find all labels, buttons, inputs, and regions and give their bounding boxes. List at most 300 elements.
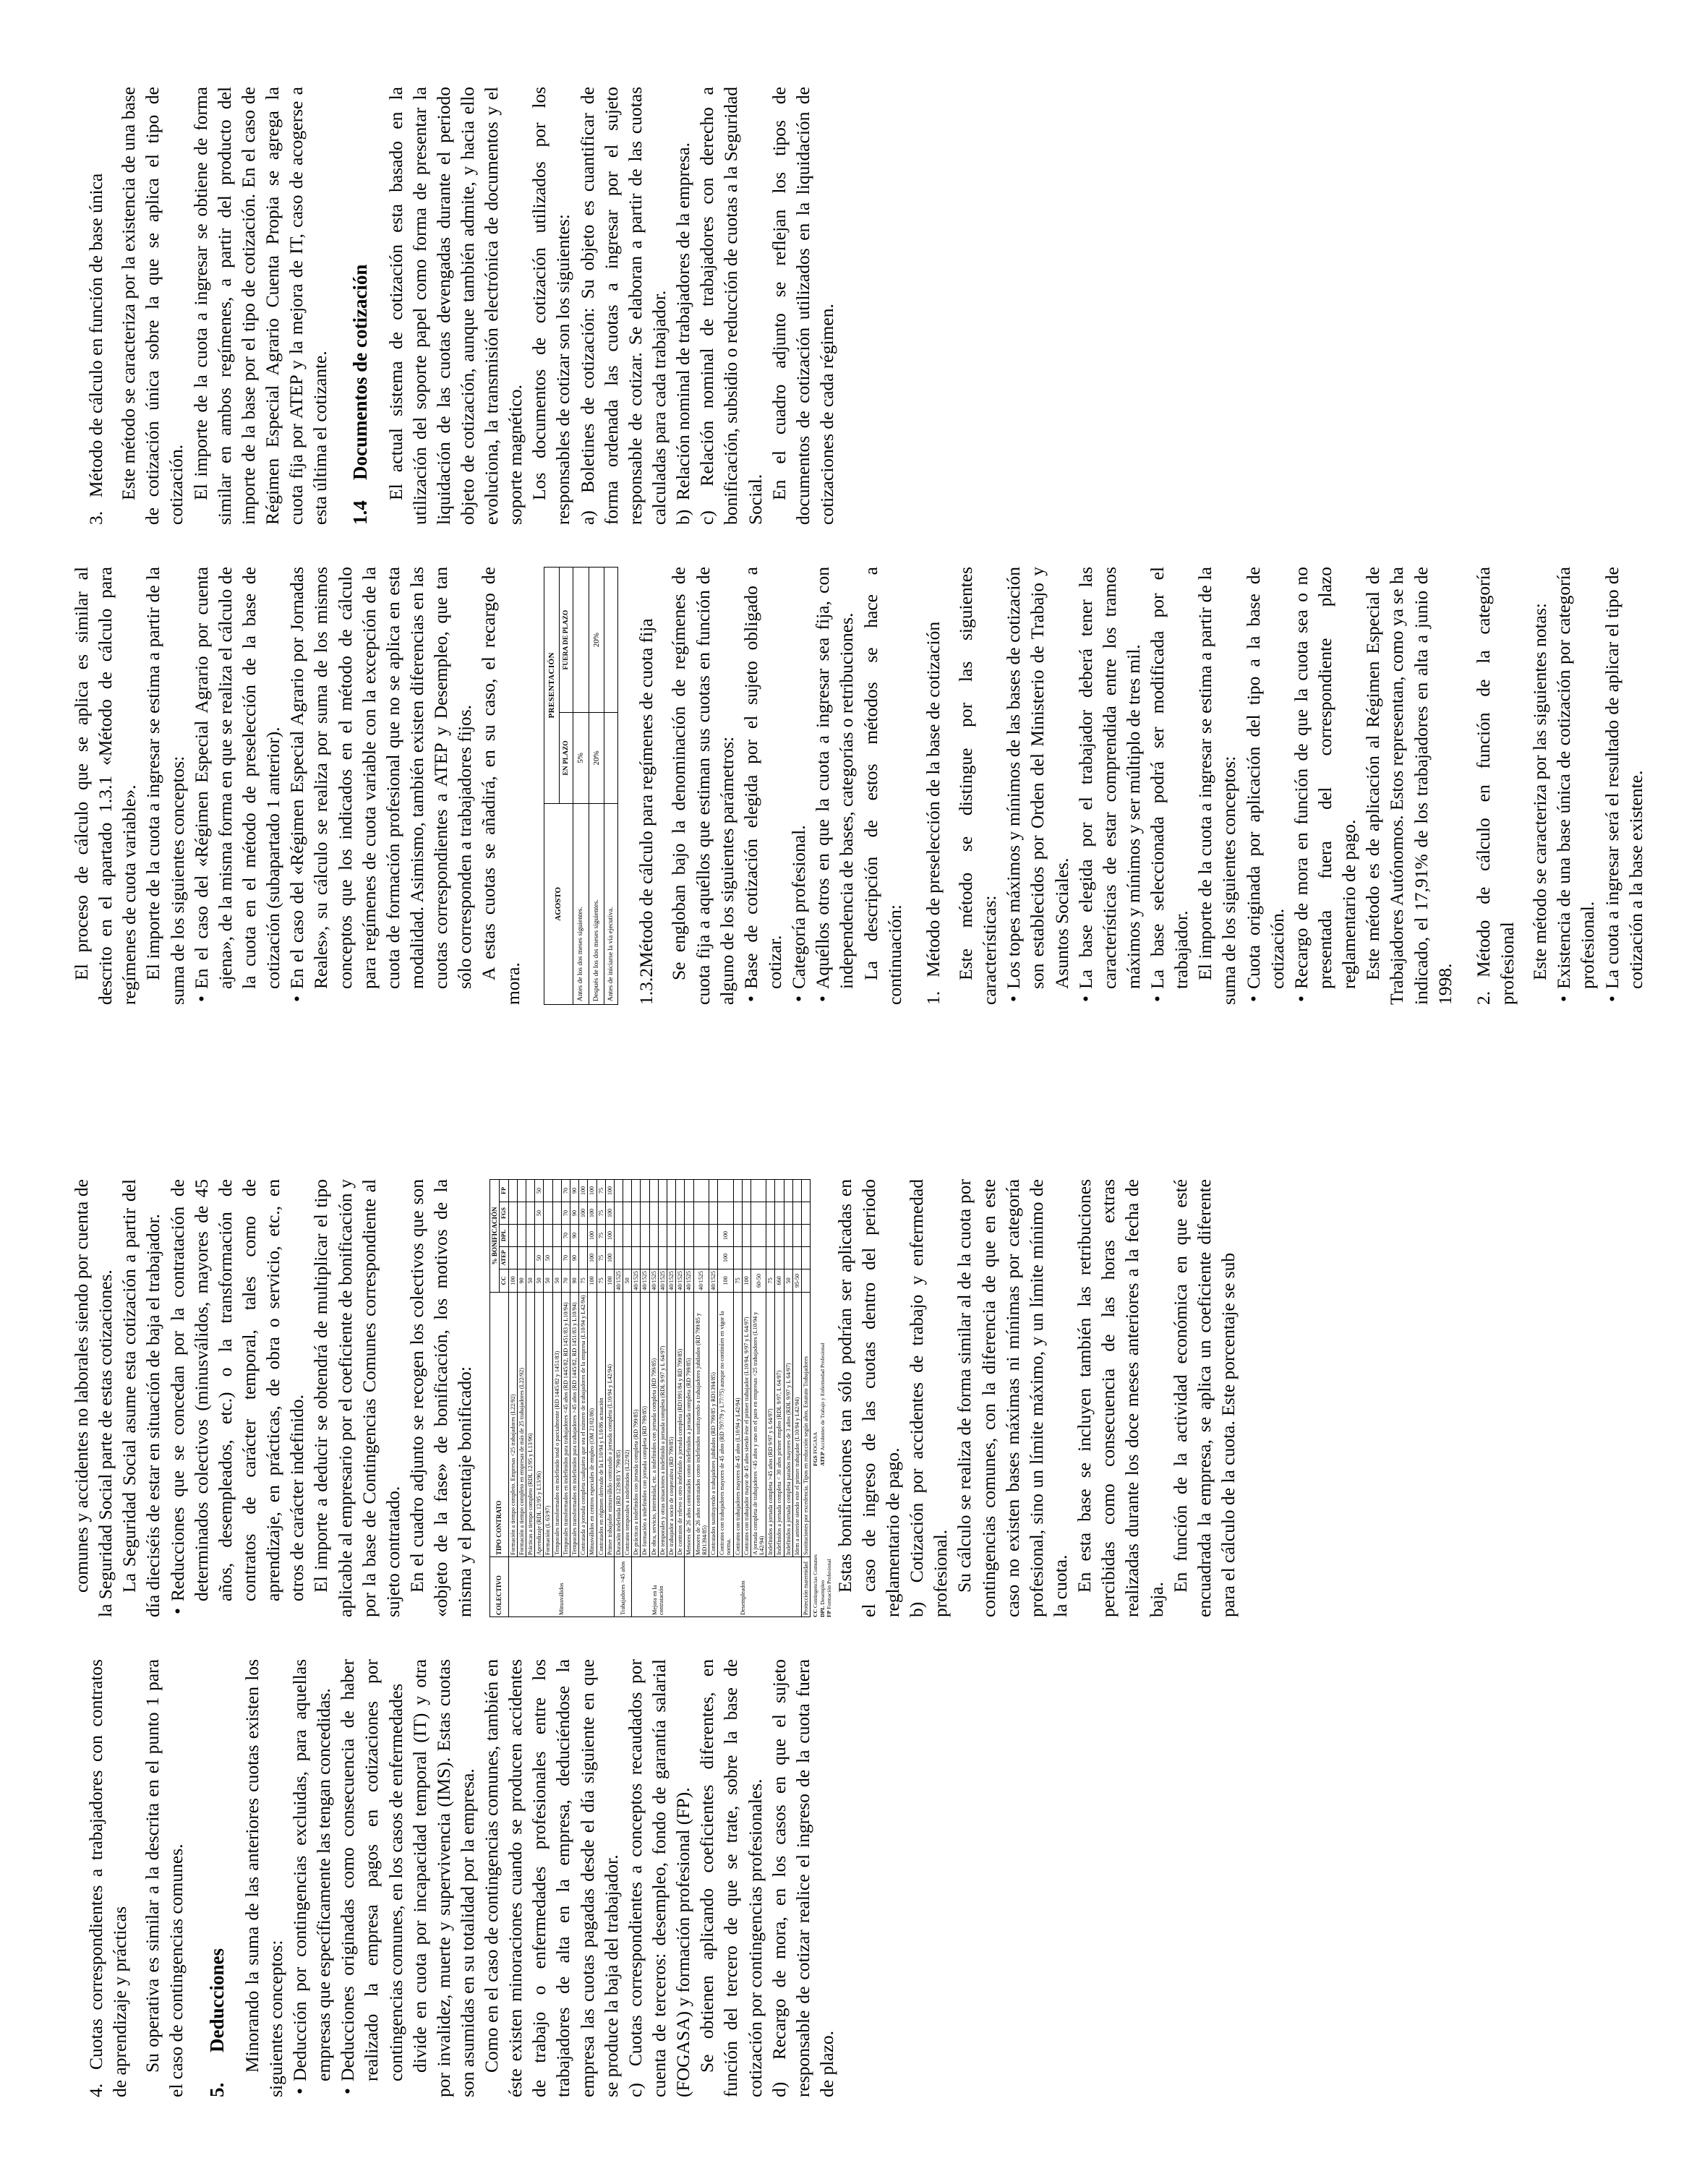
cell-fp <box>544 1180 552 1202</box>
cell-fgs: 70 <box>561 1202 570 1225</box>
cell-dpl: 70 <box>561 1225 570 1247</box>
cell-atep <box>709 1247 717 1269</box>
cell-fgs: 100 <box>579 1202 588 1225</box>
table-row <box>667 1180 676 1617</box>
section-title: Documentos de cotización <box>349 264 372 480</box>
cell-fgs <box>517 1202 526 1225</box>
body-paragraph: Como en el caso de contingencias comunes, también en éste existen minoraciones cuando se producen accidentes de trabajo o enfermedades profesionales entre los trabajadores de alta en la empresa, deduciéndose la empresa las cuotas pagadas desde el día siguiente en que se produce la baja del trabajador. <box>481 1659 622 2097</box>
cell-cc: 75 <box>766 1269 775 1293</box>
cell-fgs <box>658 1202 667 1225</box>
header-atep: ATEP <box>500 1247 508 1269</box>
numbered-heading <box>84 87 108 525</box>
cell-dpl <box>649 1225 658 1247</box>
section-number: 1.4 <box>349 500 372 525</box>
cell-tipo-contrato: Temporales transformados en indefinidos para trabajadores <45 años (RD 1445/82, RD 1451/83 y L10/94) <box>561 1292 570 1556</box>
cell-tipo-contrato: Primer trabajador minusválido contratado a jornada completa (L10/94 y L42/94) <box>605 1292 614 1556</box>
cell-atep: 100 <box>588 1247 597 1269</box>
cell-dpl: 75 <box>597 1225 605 1247</box>
cell-fgs <box>641 1202 649 1225</box>
cell-dpl <box>742 1225 751 1247</box>
cell-fgs <box>784 1202 792 1225</box>
cell-tipo-contrato: Formación a tiempo completo. Empresas <25 trabajadores (L22/92) <box>508 1292 517 1556</box>
body-paragraph: La descripción de estos métodos se hace a continuación: <box>860 567 905 1005</box>
item-number: 2. <box>1472 990 1494 1005</box>
cell-fgs: 75 <box>597 1202 605 1225</box>
body-paragraph: El actual sistema de cotización esta basado en la utilización del soporte papel como forma de presentar la liquidación de las cuotas devengadas durante el periodo objeto de cotización, aunque también admite, y hacia ello evoluciona, la transmisión electrónica de documentos y el soporte magnético. <box>385 87 526 525</box>
list-letter: d) <box>768 2060 790 2097</box>
bullet-paragraph: • Categoría profesional. <box>787 567 811 1005</box>
table-row <box>766 1180 775 1617</box>
recargo-cell: 5% <box>573 713 589 804</box>
recargo-cell <box>604 713 617 804</box>
cell-cc <box>802 1269 811 1293</box>
header-porcentaje-bonificacion: % BONIFICACIÓN <box>490 1180 500 1293</box>
table-row <box>709 1180 717 1617</box>
bullet-paragraph: • En el caso del «Régimen Especial Agrario por Jornadas Reales», su cálculo se realiza por suma de los mismos conceptos que los indicados en el método de cálculo para regímenes de cuota variable con la excepción de la cuota de formación profesional que no se aplica en esta modalidad. Asimismo, también existen diferencias en las cuotas correspondientes a ATEP y Desempleo, que tan sólo corresponden a trabajadores fijos. <box>285 567 476 1005</box>
cell-tipo-contrato: A jornada completa de trabajadores <45 años y uno en el paro en empresas <25 trabajadores (L10/94 y L42/94) <box>751 1292 766 1556</box>
cell-cc: 40/1525 <box>709 1269 717 1293</box>
bullet-paragraph: • Deducciones originadas como consecuencia de haber realizado la empresa pagos en cotizaciones por contingencias comunes, en los casos de enfermedades <box>335 1659 407 2097</box>
table-row <box>775 1180 784 1617</box>
cell-tipo-contrato: Contratos con trabajador mayor de 45 años siendo éste el primer trabajador (L10/94, 9/97 y L 64/97) <box>742 1292 751 1556</box>
header-tipo-contrato: TIPO CONTRATO <box>490 1292 508 1556</box>
table-row <box>544 1180 552 1617</box>
recargo-group-header: PRESENTACIÓN <box>544 568 559 804</box>
cell-tipo-contrato: De contratos de relevo u otro indefinido a jornada completa (RD1991/84 y RD 799/85) <box>676 1292 685 1556</box>
table-row <box>535 1180 544 1617</box>
cell-fgs <box>751 1202 766 1225</box>
lettered-paragraph <box>695 87 766 525</box>
recargo-row-label: Antes de iniciarse la vía ejecutiva. <box>604 803 617 1004</box>
cell-colectivo: Minusválidos <box>508 1557 614 1617</box>
header-dpl: DPL <box>500 1225 508 1247</box>
list-text: Relación nominal de trabajadores con derecho a bonificación, subsidio o reducción de cuotas a la Seguridad Social. <box>696 87 766 525</box>
cell-atep <box>632 1247 641 1269</box>
cell-tipo-contrato: Contratos con trabajadores mayores de 45 años (RD 797/79 y L77/75) aunque no continúen en vigor la norma. <box>718 1292 733 1556</box>
cell-fgs <box>623 1202 632 1225</box>
column-left-1 <box>69 1659 1620 2097</box>
numbered-heading <box>921 567 945 1005</box>
cell-fp: 50 <box>535 1180 544 1202</box>
cell-cc: 100 <box>508 1269 517 1293</box>
cell-dpl <box>623 1225 632 1247</box>
table-row <box>552 1180 561 1617</box>
cell-atep <box>766 1247 775 1269</box>
table-header-row <box>544 568 559 1005</box>
cell-tipo-contrato: Prácticas a tiempo completo (RDL 12/95 y L13/96) <box>526 1292 535 1556</box>
cell-dpl: 100 <box>718 1225 733 1247</box>
cell-fp: 70 <box>561 1180 570 1202</box>
cell-dpl <box>751 1225 766 1247</box>
cell-cc: 90 <box>570 1269 578 1293</box>
legend-text: Formación Profesional <box>826 1559 833 1611</box>
table-header-row <box>490 1180 500 1617</box>
cell-tipo-contrato: Contratados sustituyendo a trabajadores jubilados (RD 799/85 y RD1394/85) <box>709 1292 717 1556</box>
cell-tipo-contrato: Idem a anterior siendo este el primer trabajador (L10/94 y L42/94) <box>792 1292 801 1556</box>
bullet-paragraph: • Reducciones que se concedan por la contratación de determinados colectivos (minusválidos, mayores de 45 años, desempleados, etc.) o la transformación de contratos de carácter temporal, tales como de aprendizaje, en prácticas, de obra o servicio, etc., en otros de carácter indefinido. <box>166 1179 309 1617</box>
recargo-column-header: FUERA DE PLAZO <box>559 568 573 713</box>
table-row <box>614 1180 623 1617</box>
cell-dpl: 100 <box>605 1225 614 1247</box>
cell-cc: 50 <box>784 1269 792 1293</box>
header-fp: FP <box>500 1180 508 1202</box>
cell-dpl <box>526 1225 535 1247</box>
cell-tipo-contrato: Sustituciones por excedencia. Tipos en reducción según años. Estatuto Trabajadores <box>802 1292 811 1556</box>
cell-tipo-contrato: Temporales transformados en indefinido total o parcialmente (RD 1445/82 y 1451/83) <box>552 1292 561 1556</box>
header-fgs: FGS <box>500 1202 508 1225</box>
cell-fgs <box>766 1202 775 1225</box>
numbered-heading <box>84 1659 132 2097</box>
cell-cc: 100 <box>588 1269 597 1293</box>
cell-dpl <box>784 1225 792 1247</box>
table-row <box>573 568 589 1005</box>
cell-atep <box>641 1247 649 1269</box>
cell-fp: 100 <box>588 1180 597 1202</box>
cell-cc: 40/1525 <box>676 1269 685 1293</box>
cell-fgs <box>552 1202 561 1225</box>
body-paragraph: Este método se caracteriza por las siguientes notas: <box>1529 603 1551 980</box>
cell-cc: 50 <box>544 1269 552 1293</box>
cell-atep: 50 <box>544 1247 552 1269</box>
cell-cc: 100 <box>605 1269 614 1293</box>
cell-atep <box>552 1247 561 1269</box>
cell-atep: 90 <box>570 1247 578 1269</box>
recargo-cell <box>573 568 589 713</box>
cell-fgs <box>775 1202 784 1225</box>
lettered-paragraph <box>767 1659 839 2097</box>
cell-tipo-contrato: Menores de 26 años contratados como indefinidos sustituyendo a trabajadores jubilados (RD 799/85 y RD1394/85) <box>693 1292 709 1556</box>
lettered-paragraph <box>576 87 672 525</box>
legend-text: Desempleo <box>818 1580 826 1606</box>
cell-cc: 40/1525 <box>614 1269 623 1293</box>
cell-dpl <box>508 1225 517 1247</box>
cell-fp <box>718 1180 733 1202</box>
item-number: 1.3.2 <box>636 968 657 1005</box>
body-paragraph: La Seguridad Social asume esta cotización a partir del día dieciséis de estar en situación de baja el trabajador. <box>119 1179 164 1617</box>
cell-dpl <box>676 1225 685 1247</box>
cell-tipo-contrato: Indefinidos a jornada completa parados mayores de 3 años (RDL 9/97 y L 64/97) <box>784 1292 792 1556</box>
numbered-heading <box>1471 567 1519 1005</box>
body-paragraph: El importe a deducir se obtendrá de multiplicar el tipo aplicable al empresario por el coeficiente de bonificación y por la base de Contingencias Comunes correspondiente al sujeto contratado. <box>310 1179 403 1617</box>
cell-tipo-contrato: Contratos con trabajadores mayores de 45 años (L10/94 y L42/94) <box>733 1292 742 1556</box>
cell-fp <box>676 1180 685 1202</box>
section-number: 5. <box>205 2082 228 2097</box>
body-paragraph: comunes y accidentes no laborales siendo por cuenta de la Seguridad Social parte de estas cotizaciones. <box>71 1179 116 1617</box>
bonificaciones-legend <box>812 1179 832 1617</box>
table-row <box>792 1180 801 1617</box>
bullet-paragraph: • La base seleccionada podrá ser modificada por el trabajador. <box>1145 567 1193 1005</box>
cell-dpl <box>733 1225 742 1247</box>
header-colectivo: COLECTIVO <box>490 1557 508 1617</box>
body-paragraph: Este método es de aplicación al Régimen Especial de Trabajadores Autónomos. Estos representan, como ya se ha indicado, el 17,91% de los trabajadores en alta a junio de 1998. <box>1362 567 1455 1005</box>
body-paragraph: El proceso de cálculo que se aplica es similar al descrito en el apartado 1.3.1 «Método de cálculo para regímenes de cuota variable». <box>71 567 140 1005</box>
list-text: Cuotas correspondientes a conceptos recaudados por cuenta de terceros: desempleo, fondo de garantía salarial (FOGASA) y formación profesional (FP). <box>624 1659 694 2097</box>
cell-dpl <box>709 1225 717 1247</box>
bullet-paragraph: • La base elegida por el trabajador deberá tener las características de estar comprendida entre los tramos máximos y mínimos y ser múltiplo de tres mil. <box>1074 567 1145 1005</box>
table-row <box>718 1180 733 1617</box>
table-row <box>742 1180 751 1617</box>
cell-fgs <box>508 1202 517 1225</box>
item-number: 3. <box>85 510 106 525</box>
lettered-paragraph <box>623 1659 695 2097</box>
cell-cc: 75 <box>733 1269 742 1293</box>
section-heading <box>348 87 373 525</box>
cell-atep: 100 <box>605 1247 614 1269</box>
cell-dpl <box>641 1225 649 1247</box>
cell-tipo-contrato: De prácticas a indefinidos con jornada completa (RD 799/85) <box>632 1292 641 1556</box>
cell-fp <box>792 1180 801 1202</box>
cell-dpl <box>579 1225 588 1247</box>
cell-dpl <box>658 1225 667 1247</box>
table-row <box>676 1180 685 1617</box>
cell-atep <box>784 1247 792 1269</box>
cell-atep <box>658 1247 667 1269</box>
cell-atep <box>742 1247 751 1269</box>
cell-fp <box>667 1180 676 1202</box>
legend-abbr: FGS <box>812 1455 819 1466</box>
cell-fp <box>658 1180 667 1202</box>
cell-atep <box>614 1247 623 1269</box>
cell-dpl: 100 <box>588 1225 597 1247</box>
cell-fp <box>751 1180 766 1202</box>
bullet-paragraph: • La cuota a ingresar será el resultado de aplicar el tipo de cotización a la base existente. <box>1600 567 1648 1005</box>
cell-dpl <box>667 1225 676 1247</box>
item-title: Método de cálculo para regímenes de cuota fija <box>636 618 657 968</box>
cell-tipo-contrato: Contratada a jornada completa cualquiera que sea el número de trabajadores de la empresa (L10/94 y L42/94) <box>579 1292 588 1556</box>
cell-cc: 60-50 <box>751 1269 766 1293</box>
body-paragraph: A estas cuotas se añadirá, en su caso, el recargo de mora. <box>478 567 523 1005</box>
cell-atep <box>775 1247 784 1269</box>
recargo-cell <box>604 568 617 713</box>
section-heading <box>205 1659 230 2097</box>
cell-cc: 75 <box>597 1269 605 1293</box>
page-right-columns <box>69 86 1646 1005</box>
table-row <box>570 1180 578 1617</box>
table-row <box>733 1180 742 1617</box>
legend-abbr: DPL <box>818 1606 826 1617</box>
cell-tipo-contrato: Contratos temporales a indefinidos (L22/92) <box>623 1292 632 1556</box>
recargo-cell: 20% <box>589 713 604 804</box>
cell-fp <box>623 1180 632 1202</box>
body-paragraph: En el cuadro adjunto se recogen los colectivos que son «objeto de la fase» de bonificación, los motivos de la misma y el porcentaje bonificado: <box>406 1179 476 1617</box>
cell-tipo-contrato: Formación (L 63/97) <box>544 1292 552 1556</box>
table-row <box>693 1180 709 1617</box>
cell-atep <box>792 1247 801 1269</box>
list-text: Boletines de cotización: Su objeto es cuantificar de forma ordenada las cuotas a ingresar por el sujeto responsable de cotizar. Se elaboran a partir de las cuotas calculadas para cada trabajador. <box>576 86 670 525</box>
cell-cc: 40/1525 <box>632 1269 641 1293</box>
cell-atep <box>733 1247 742 1269</box>
cell-dpl <box>544 1225 552 1247</box>
item-title: Método de cálculo en función de base única <box>85 173 106 497</box>
table-row <box>623 1180 632 1617</box>
cell-tipo-contrato: Menores de 26 años contratados como indefinidos a jornada completa (RD 799/85) <box>685 1292 693 1556</box>
body-paragraph: Este método se caracteriza por la existencia de una base de cotización única sobre la que se aplica el tipo de cotización. <box>118 87 187 525</box>
legend-abbr: CC <box>812 1609 819 1617</box>
recargo-column-header: EN PLAZO <box>559 713 573 804</box>
body-paragraph: En esta base se incluyen también las retribuciones percibidas como consecuencia de las horas extras realizadas durante los doce meses anteriores a la fecha de baja. <box>1074 1179 1167 1617</box>
item-number: 4. <box>85 2083 106 2097</box>
cell-fgs <box>685 1202 693 1225</box>
cell-cc: 75 <box>579 1269 588 1293</box>
cell-fp: 100 <box>605 1180 614 1202</box>
cell-atep <box>685 1247 693 1269</box>
bullet-paragraph: • Los topes máximos y mínimos de las bases de cotización son establecidos por Orden del Ministerio de Trabajo y Asuntos Sociales. <box>1001 567 1073 1005</box>
table-row <box>658 1180 667 1617</box>
recargo-cell: 20% <box>589 568 604 713</box>
cell-dpl: 90 <box>570 1225 578 1247</box>
cell-tipo-contrato: Contratados en régimen derivado de la L10/94 y L10/86 actuación <box>597 1292 605 1556</box>
cell-colectivo: Protección maternidad <box>802 1557 811 1617</box>
cell-fp <box>742 1180 751 1202</box>
column-right-1 <box>69 567 1646 1005</box>
cell-fp <box>709 1180 717 1202</box>
body-paragraph: El importe de la cuota a ingresar se estima a partir de la suma de los siguientes conceptos: <box>142 567 188 1005</box>
numbered-heading <box>634 567 658 1005</box>
cell-fp <box>649 1180 658 1202</box>
cell-colectivo: Trabajadores >45 años <box>614 1557 631 1617</box>
cell-fp <box>784 1180 792 1202</box>
legend-text: Contingencias Comunes <box>812 1554 819 1610</box>
page-left <box>0 1092 1689 2184</box>
cell-atep <box>802 1247 811 1269</box>
cell-dpl <box>517 1225 526 1247</box>
cell-atep: 100 <box>718 1247 733 1269</box>
cell-dpl <box>685 1225 693 1247</box>
table-row <box>508 1180 517 1617</box>
cell-cc: 50 <box>526 1269 535 1293</box>
cell-atep <box>649 1247 658 1269</box>
cell-cc: 50 <box>552 1269 561 1293</box>
cell-fgs: 50 <box>535 1202 544 1225</box>
cell-fgs: 100 <box>588 1202 597 1225</box>
cell-atep: 50 <box>535 1247 544 1269</box>
legend-abbr: FP <box>826 1610 833 1617</box>
cell-dpl <box>552 1225 561 1247</box>
cell-cc: 95-50 <box>792 1269 801 1293</box>
cell-cc: 50 <box>623 1269 632 1293</box>
body-paragraph: En el cuadro adjunto se reflejan los tipos de documentos de cotización utilizados en la liquidación de cotizaciones de cada régimen. <box>768 87 838 525</box>
body-paragraph: En función de la actividad económica en que esté encuadrada la empresa, se aplica un coeficiente diferente para el cálculo de la cuota. Este porcentaje se sub <box>1169 1179 1239 1617</box>
bullet-paragraph: • Deducción por contingencias excluidas, para aquellas empresas que específicamente las tengan concedidas. <box>288 1659 335 2097</box>
cell-fgs <box>526 1202 535 1225</box>
cell-tipo-contrato: De temporales y otras situaciones a indefinido a jornada completa (RDL 9/97 y L 64/97) <box>658 1292 667 1556</box>
table-row <box>526 1180 535 1617</box>
cell-fp: 90 <box>570 1180 578 1202</box>
cell-fp <box>526 1180 535 1202</box>
cell-fp <box>552 1180 561 1202</box>
body-paragraph: Minorando la suma de las anteriores cuotas existen los siguientes conceptos: <box>241 1659 286 2097</box>
recargo-row-label: Después de los dos meses siguientes. <box>589 803 604 1004</box>
cell-cc: 100 <box>718 1269 733 1293</box>
cell-tipo-contrato: De formación a indefinidos con jornada completa (RD 799/85) <box>641 1292 649 1556</box>
cell-fgs <box>733 1202 742 1225</box>
cell-cc: 40/1525 <box>667 1269 676 1293</box>
cell-fgs <box>693 1202 709 1225</box>
cell-tipo-contrato: Temporales transformados en indefinidos para trabajadores >45 años (RD 1445/82, RD 1451/83 y L10/94) <box>570 1292 578 1556</box>
bonificaciones-table-wrapper <box>489 1179 832 1617</box>
item-title: Cuotas correspondientes a trabajadores con contratos de aprendizaje y prácticas <box>85 1659 131 2097</box>
cell-dpl <box>802 1225 811 1247</box>
cell-dpl <box>766 1225 775 1247</box>
cell-atep: 70 <box>561 1247 570 1269</box>
cell-fgs <box>614 1202 623 1225</box>
column-right-2 <box>69 87 1620 525</box>
cell-tipo-contrato: Formación a tiempo completo en empresas de más de 25 trabajadores (L22/92) <box>517 1292 526 1556</box>
lettered-paragraph <box>671 87 695 525</box>
cell-fp: 100 <box>579 1180 588 1202</box>
cell-fgs <box>802 1202 811 1225</box>
cell-tipo-contrato: De obra, servicio, interinidad, etc. a indefinidos con jornada completa (RD 799/85) <box>649 1292 658 1556</box>
item-title: Método de preselección de la base de cotización <box>922 621 944 977</box>
recargo-table-wrapper <box>544 567 619 1005</box>
bullet-paragraph: • En el caso del «Régimen Especial Agrario por cuenta ajena», de la misma forma en que se realiza el cálculo de la cuota en el método de preselección de la base de cotización (subapartado 1 anterior). <box>189 567 286 1005</box>
legend-text: FOGASA <box>812 1431 819 1456</box>
cell-fp <box>733 1180 742 1202</box>
cell-dpl <box>535 1225 544 1247</box>
cell-fgs <box>544 1202 552 1225</box>
table-row <box>579 1180 588 1617</box>
list-letter: c) <box>696 486 718 525</box>
body-paragraph: Su cálculo se realiza de forma similar al de la cuota por contingencias comunes, con la diferencia de que en este caso no existen bases máximas ni mínimas por categoría profesional, sino un límite máximo, y un límite mínimo de la cuota. <box>954 1179 1071 1617</box>
bullet-paragraph: • Aquéllos otros en que la cuota a ingresar sea fija, con independencia de bases, categorías o retribuciones. <box>811 567 858 1005</box>
list-letter: b) <box>906 1583 928 1617</box>
cell-atep: 75 <box>597 1247 605 1269</box>
cell-tipo-contrato: Indefinidos a jornada completa >45 años (RD 9/97 y L 64/97) <box>766 1292 775 1556</box>
list-letter: b) <box>672 500 694 525</box>
cell-dpl <box>693 1225 709 1247</box>
table-row <box>751 1180 766 1617</box>
table-row <box>685 1180 693 1617</box>
bullet-paragraph: • Recargo de mora en función de que la cuota sea o no presentada fuera del correspondiente plazo reglamentario de pago. <box>1289 567 1361 1005</box>
cell-fp <box>775 1180 784 1202</box>
list-text: Recargo de mora, en los casos en que el sujeto responsable de cotizar realice el ingreso de la cuota fuera de plazo. <box>768 1658 838 2097</box>
cell-dpl <box>614 1225 623 1247</box>
cell-fgs <box>792 1202 801 1225</box>
cell-atep <box>517 1247 526 1269</box>
table-row <box>588 1180 597 1617</box>
legend-entry <box>812 1466 818 1617</box>
page-left-columns <box>69 1179 1620 2097</box>
legend-abbr: ATEP <box>818 1452 826 1466</box>
body-paragraph: divide en cuota por incapacidad temporal (IT) y otra por invalidez, muerte y supervivencia (IMS). Estas cuotas son asumidas en su totalidad por la empresa. <box>409 1659 478 2097</box>
item-title: Método de cálculo en función de la categoría profesional <box>1472 567 1518 1005</box>
cell-cc: 100 <box>742 1269 751 1293</box>
body-paragraph: Este método se distingue por las siguientes características: <box>954 567 1001 1005</box>
cell-fgs <box>649 1202 658 1225</box>
cell-cc: 90 <box>517 1269 526 1293</box>
cell-fgs <box>718 1202 733 1225</box>
bullet-paragraph: • Existencia de una base única de cotización por categoría profesional. <box>1552 567 1599 1005</box>
table-row <box>517 1180 526 1617</box>
cell-fgs: 90 <box>570 1202 578 1225</box>
table-row <box>605 1180 614 1617</box>
table-row <box>649 1180 658 1617</box>
legend-entry <box>812 1179 818 1466</box>
table-row <box>784 1180 792 1617</box>
recargo-table <box>544 567 619 1005</box>
table-row <box>561 1180 570 1617</box>
cell-fgs <box>632 1202 641 1225</box>
list-text: Cotización por accidentes de trabajo y enfermedad profesional. <box>906 1179 952 1617</box>
bullet-paragraph: • Base de cotización elegida por el sujeto obligado a cotizar. <box>739 567 787 1005</box>
legend-text: Accidentes de Trabajo y Enfermedad Profesional <box>818 1342 826 1452</box>
body-paragraph: Su operativa es similar a la descrita en el punto 1 para el caso de contingencias comunes. <box>142 1659 187 2097</box>
list-text: Relación nominal de trabajadores de la empresa. <box>672 142 694 500</box>
table-row <box>589 568 604 1005</box>
body-paragraph: El importe de la cuota a ingresar se estima a partir de la suma de los siguientes conceptos: <box>1194 567 1240 1005</box>
body-paragraph: Los documentos de cotización utilizados por los responsables de cotizar son los siguientes: <box>529 87 574 525</box>
list-letter: a) <box>576 492 598 525</box>
